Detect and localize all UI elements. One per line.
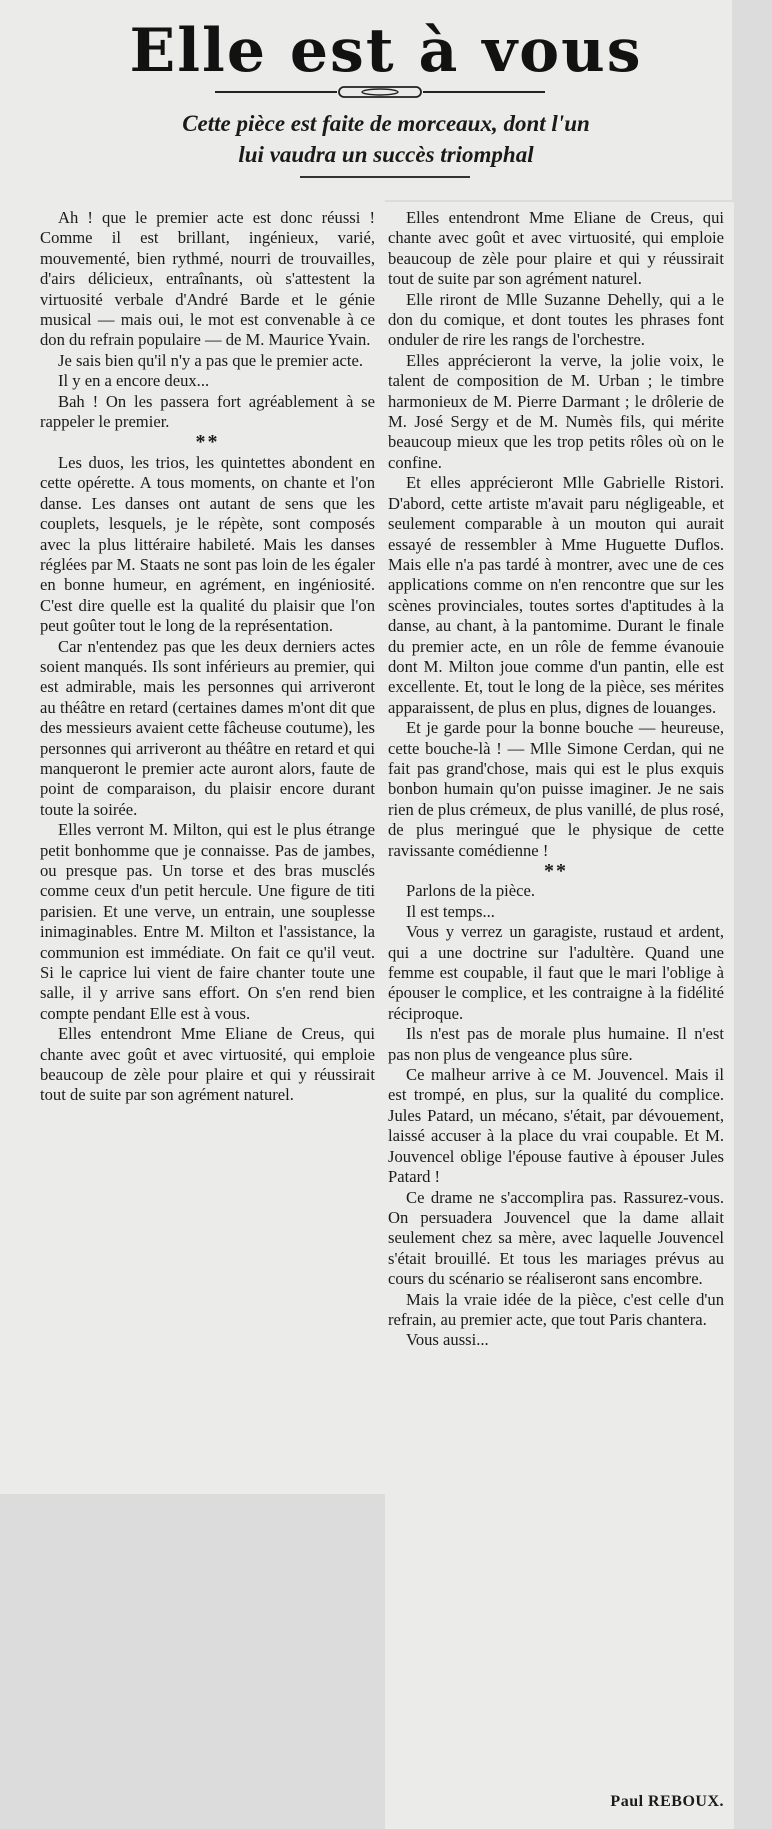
section-break-stars: ** xyxy=(195,431,220,454)
paragraph: Il y en a encore deux... xyxy=(58,371,210,391)
paragraph: Elles entendront Mme Eliane de Creus, qui chante avec goût et avec virtuosité, qui emploie beaucoup de zèle pour plaire et qui y réussirait tout de suite par son agrément naturel. xyxy=(40,1024,375,1105)
paragraph: Car n'entendez pas que les deux derniers actes soient manqués. Ils sont inférieurs au premier, qui est admirable, mais les personnes qui arriveront au théâtre en retard (certaines dames m'ont dit que des messieurs avaient cette fâcheuse coutume), les personnes qui arriveront au théâtre en retard et qui manqueront le premier acte auront alors, faute de point de comparaison, du plaisir encore durant toute la soirée. xyxy=(40,636,375,819)
paragraph: Ce malheur arrive à ce M. Jouvencel. Mais il est trompé, en plus, sur la qualité du complice. Jules Patard, un mécano, s'était, par dévouement, laissé accuser à la place du vrai coupable. Et M. Jouvencel oblige l'épouse fautive à épouser Jules Patard ! xyxy=(388,1065,724,1187)
paragraph: Je sais bien qu'il n'y a pas que le premier acte. xyxy=(58,350,364,370)
paragraph: Les duos, les trios, les quintettes abondent en cette opérette. A tous moments, on chante et l'on danse. Les danses ont autant de sens que les couplets, lesquels, je le répète, sont composés avec la plus littéraire habileté. Mais les danses réglées par M. Staats ne sont pas loin de les égaler en bonne humeur, en agrément, en ingéniosité. C'est dire quelle est la qualité du plaisir que l'on peut goûter tout le long de la représentation. xyxy=(40,452,375,636)
left-column xyxy=(40,208,375,1106)
paragraph: Ce drame ne s'accomplira pas. Rassurez-vous. On persuadera Jouvencel que la dame allait seulement chez sa mère, avec laquelle Jouvencel s'était brouillé. Et tous les mariages prévus au cours du scénario se réaliseront sans encombre. xyxy=(388,1187,724,1289)
subtitle-line-2: lui vaudra un succès triomphal xyxy=(238,142,534,167)
paragraph: Elles verront M. Milton, qui est le plus étrange petit bonhomme que je connaisse. Pas de jambes, ou presque pas. Un torse et des bras musclés comme ceux d'un petit hercule. Une figure de titi parisien. Et une verve, un entrain, une souplesse inimaginables. Entre M. Milton et l'assistance, la communion est immédiate. On fait ce qu'il veut. Si le caprice lui vient de faire chanter toute une salle, il y arrive sans effort. On s'en rend bien compte pendant Elle est à vous. xyxy=(40,820,375,1023)
paragraph: Parlons de la pièce. xyxy=(406,881,536,901)
paragraph: Il est temps... xyxy=(406,901,495,921)
author-signature: Paul REBOUX. xyxy=(610,1793,724,1810)
paragraph: Ils n'est pas de morale plus humaine. Il n'est pas non plus de vengeance plus sûre. xyxy=(388,1024,724,1064)
section-break-stars: ** xyxy=(544,860,568,882)
paragraph: Et je garde pour la bonne bouche — heureuse, cette bouche-là ! — Mlle Simone Cerdan, qui ne fait pas grand'chose, mais qui est le plus exquis bonbon humain qu'on puisse imaginer. Je ne sais rien de plus crémeux, de plus vanillé, de plus rosé, de plus meringué que le physique de cette ravissante comédienne ! xyxy=(388,718,724,860)
right-column xyxy=(388,208,724,1351)
paragraph: Elles entendront Mme Eliane de Creus, qui chante avec goût et avec virtuosité, qui emploie beaucoup de zèle pour plaire et qui y réussirait tout de suite par son agrément naturel. xyxy=(388,208,724,289)
paragraph: Mais la vraie idée de la pièce, c'est celle d'un refrain, au premier acte, que tout Paris chantera. xyxy=(388,1289,724,1329)
paragraph: Bah ! On les passera fort agréablement à se rappeler le premier. xyxy=(40,391,375,432)
paragraph: Vous aussi... xyxy=(406,1330,489,1350)
title-ornament-rule xyxy=(215,86,545,98)
subtitle-rule xyxy=(300,176,470,178)
subtitle-line-1: Cette pièce est faite de morceaux, dont l'un xyxy=(182,111,590,136)
paragraph: Elles apprécieront la verve, la jolie voix, le talent de composition de M. Urban ; le timbre harmonieux de M. Pierre Darmant ; le drôlerie de M. José Sergy et de M. Numès fils, qui mérite beaucoup mieux que les trop petits rôles où on le confine. xyxy=(388,350,724,472)
article-title: Elle est à vous xyxy=(129,16,643,86)
paragraph: Elle riront de Mlle Suzanne Dehelly, qui a le don du comique, et dont toutes les phrases font onduler de rire les rangs de l'orchestre. xyxy=(388,289,724,350)
article-subtitle xyxy=(40,108,732,170)
paragraph: Vous y verrez un garagiste, rustaud et ardent, qui a une doctrine sur l'adultère. Quand une femme est coupable, il faut que le mari l'oblige à épouser le complice, et les contraigne à la fidélité réciproque. xyxy=(388,922,724,1023)
paragraph: Ah ! que le premier acte est donc réussi ! Comme il est brillant, ingénieux, varié, mouvementé, bien rythmé, nourri de trouvailles, d'airs délicieux, entraînants, où s'attestent la virtuosité verbale d'André Barde et le génie musical — mais oui, le mot est convenable à ce don du refrain populaire — de M. Maurice Yvain. xyxy=(40,208,375,350)
paragraph: Et elles apprécieront Mlle Gabrielle Ristori. D'abord, cette artiste m'avait paru négligeable, et seulement comparable à un mouton qui aurait essayé de ressembler à Mme Huguette Duflos. Mais elle n'a pas tardé à montrer, avec une de ces applications comme on n'en rencontre que sur les scènes provinciales, toutes sortes d'aptitudes à la danse, au chant, à la pantomime. Durant le finale du premier acte, en un rôle de femme évanouie dont M. Milton joue comme d'un pantin, elle est excellente. Et, tout le long de la pièce, ses mérites apparaissent, de plus en plus, dignes de louanges. xyxy=(388,473,724,717)
